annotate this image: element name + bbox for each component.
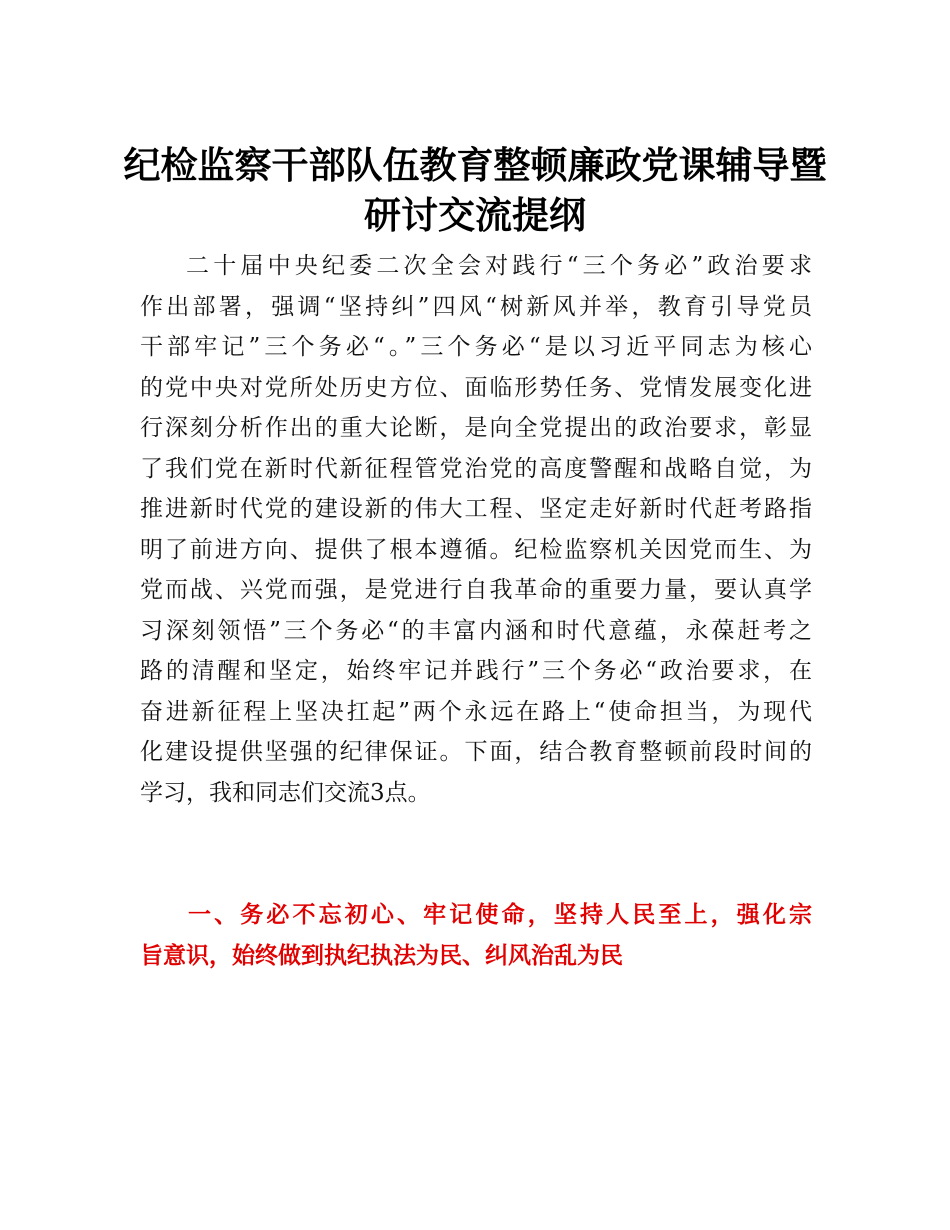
paragraph-line: 的党中央对党所处历史方位、面临形势任务、党情发展变化进 (140, 374, 812, 401)
document-title (100, 140, 850, 240)
heading-line: 旨意识，始终做到执纪执法为民、纠风治乱为民 (140, 943, 623, 969)
section-heading (140, 895, 812, 977)
title-line: 纪检监察干部队伍教育整顿廉政党课辅导暨 (123, 143, 827, 187)
heading-line: 一、务必不忘初心、牢记使命，坚持人民至上，强化宗 (188, 902, 812, 928)
paragraph-line: 化建设提供坚强的纪律保证。下面，结合教育整顿前段时间的 (140, 739, 812, 765)
paragraph-line: 党而战、兴党而强，是党进行自我革命的重要力量，要认真学 (140, 577, 812, 603)
paragraph-line: 作出部署，强调“坚持纠”四风“树新风并举，教育引导党员 (140, 293, 812, 320)
paragraph-line: 推进新时代党的建设新的伟大工程、坚定走好新时代赶考路指 (140, 496, 812, 522)
intro-paragraph (140, 246, 812, 813)
paragraph-line: 学习，我和同志们交流3点。 (140, 779, 431, 806)
paragraph-line: 奋进新征程上坚决扛起”两个永远在路上“使命担当，为现代 (140, 698, 812, 725)
paragraph-line: 干部牢记”三个务必“。”三个务必“是以习近平同志为核心 (140, 334, 812, 360)
title-line: 研讨交流提纲 (364, 193, 586, 237)
paragraph-line: 明了前进方向、提供了根本遵循。纪检监察机关因党而生、为 (140, 536, 812, 563)
paragraph-line: 了我们党在新时代新征程管党治党的高度警醒和战略自觉，为 (140, 455, 812, 482)
paragraph-line: 二十届中央纪委二次全会对践行“三个务必”政治要求 (186, 253, 812, 279)
paragraph-line: 路的清醒和坚定，始终牢记并践行”三个务必“政治要求，在 (140, 658, 812, 684)
paragraph-line: 习深刻领悟”三个务必“的丰富内涵和时代意蕴，永葆赶考之 (140, 617, 812, 644)
paragraph-line: 行深刻分析作出的重大论断，是向全党提出的政治要求，彰显 (140, 415, 812, 441)
